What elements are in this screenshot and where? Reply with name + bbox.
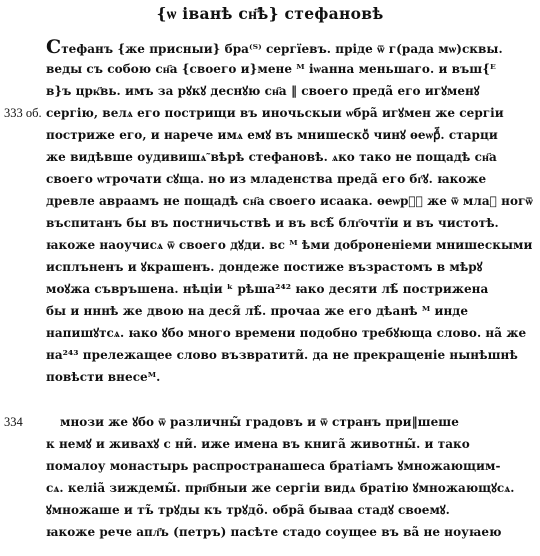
text-line: исплъненъ и ꙋкрашенъ. дондеже постиже възрастомъ в мѣрꙋ: [46, 260, 483, 274]
text-line: бы и нннѣ же двою на деся̃ лѣ̃. прочаа же его дѣанѣ ᴹ инде: [46, 304, 469, 318]
text-line: помалоу монастырь распространашеса братiамъ ꙋмножающим-: [46, 459, 501, 473]
initial-letter: С: [46, 36, 62, 58]
text-line: [46, 36, 536, 58]
text-line: постриже его, и нарече имѧ емꙋ въ мнишескоⷨ чинꙋ ѳеѡрⷣ҃. старци: [46, 128, 498, 142]
text-line: въспитанъ бы въ постничьствѣ и въ всѣ̃ блг҃очтїи и въ чистотѣ.: [46, 216, 499, 230]
text-line: напишꙋтсѧ. ꙗко ꙋбо много времени подобно требꙋюща слово. на̃ же: [46, 326, 527, 340]
text-line: ꙗкоже наоучисѧ ѿ своего дꙋди. вс ᴹ ѣми доброненiеми мнишескыми: [46, 238, 533, 252]
text-line: мнози же ꙋбо ѿ различны̃ градовъ и ѿ странъ при‖шеше: [60, 415, 459, 429]
margin-ref-334: 334: [4, 415, 23, 429]
text-line: ꙋмножаше и тъ̃ трꙋды къ трꙋдо̃. обра̃ бываа стадꙋ своемꙋ.: [46, 503, 450, 517]
text-line: к немꙋ и живахꙋ с ни̃. иже имена въ книга̃ животны̃. и тако: [46, 437, 470, 451]
text-line: сѧ. келiа̃ зиждемы̃. прп҃бныи же сергiи видѧ братiю ꙋмножающꙋсѧ.: [46, 481, 515, 495]
margin-ref-333: 333 об.: [4, 106, 42, 120]
text-line: веды съ собою сн҃а {своего и}мене ᴹ iѡанна меньшаго. и въш{ᴱ: [46, 62, 496, 76]
text-line: повѣсти внесеᴹ.: [46, 370, 161, 384]
text-line: сергiю, велѧ его пострищи въ иночьскыи ѡбра̃ игꙋмен же сергiи: [46, 106, 504, 120]
line-text: тефанъ {же присныи} бра⁽ᵀ⁾ сергїевъ. прiде ѿ г(рада мѡ)сквы.: [61, 42, 503, 56]
text-line: в}ъ црк҃вь. имъ за рꙋкꙋ деснꙋю сн҃а ‖ своего преда̃ его игꙋменꙋ: [46, 84, 480, 98]
text-line: своего ѡтрочати сꙋща. но из младенства преда̃ его бг҃ꙋ. ꙗкоже: [46, 172, 487, 186]
section-heading: {ѡ iвaнѣ сн҃ѣ} стефaновѣ: [156, 4, 384, 23]
text-line: на²⁴³ прележащее слово възвратити̃. да не прекращенiе нынѣшнѣ: [46, 348, 518, 362]
text-line: моꙋжа съвръшена. нѣцiи ᵏ рѣша²⁴² ꙗко десяти лѣ̃ пострижена: [46, 282, 489, 296]
text-line: ꙗкоже рече апл҃ъ (петръ) пасѣте стадо соущее въ ва̃ не ноуꙗею: [46, 525, 502, 539]
text-line: древле авраамъ не пощадѣ сн҃а своего исаака. ѳеѡрⷣ҃ же ѿ млаⷣ ногѿ: [46, 194, 533, 208]
text-line: же видѣвше оудивишѧ̃ вѣрѣ стефановѣ. ѧко тако не пощадѣ сн҃а: [46, 150, 497, 164]
